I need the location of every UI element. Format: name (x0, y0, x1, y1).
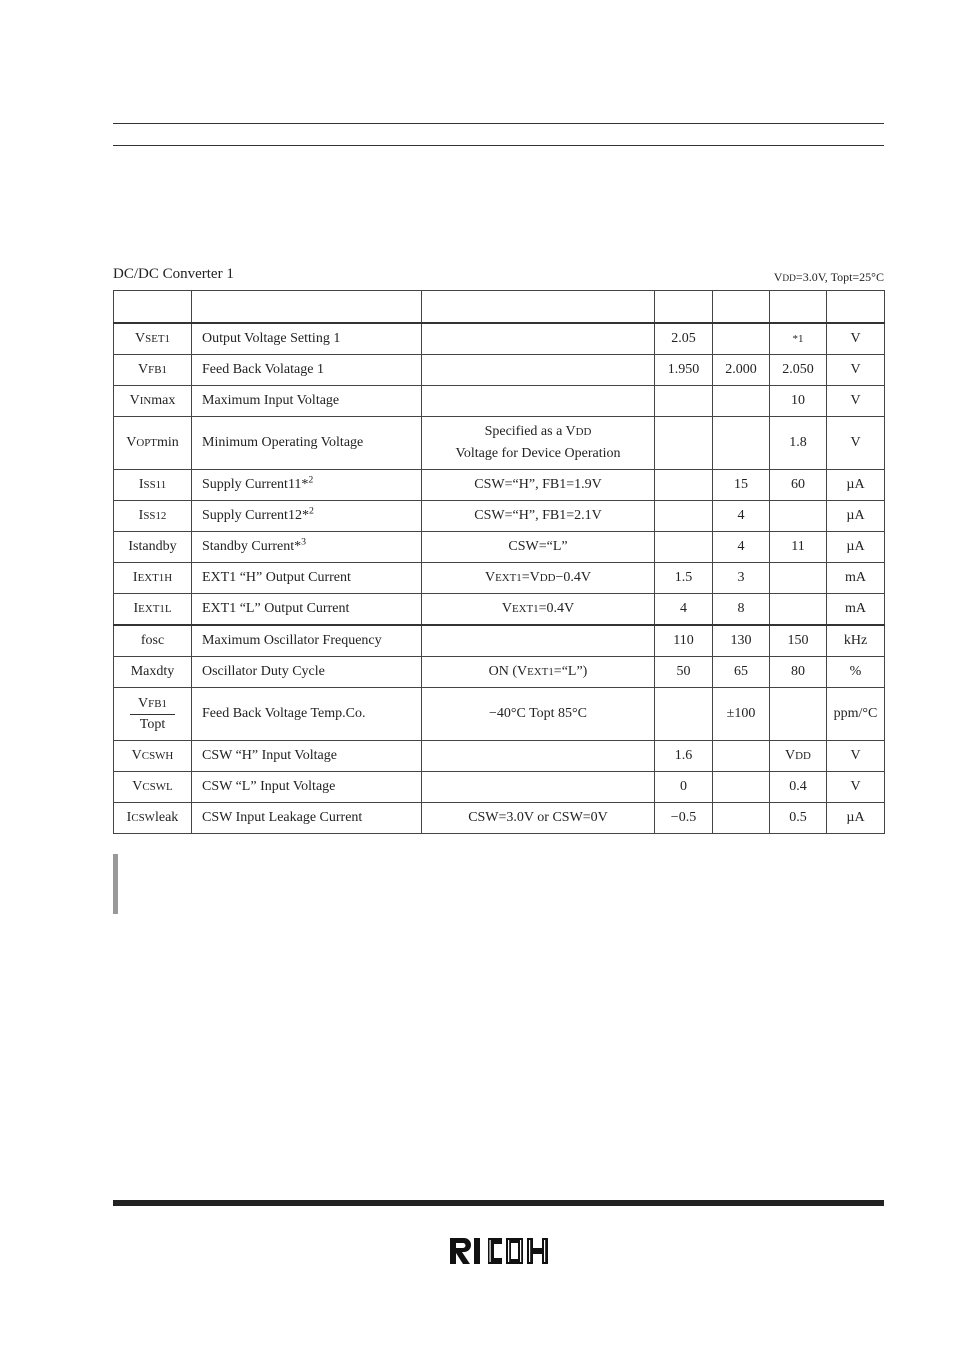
unit-cell: µA (827, 470, 885, 501)
typ-cell: ±100 (713, 688, 770, 741)
unit-cell: V (827, 355, 885, 386)
min-cell (655, 417, 713, 470)
max-cell: VDD (770, 741, 827, 772)
item-cell: CSW “L” Input Voltage (192, 772, 422, 803)
item-cell: Feed Back Volatage 1 (192, 355, 422, 386)
item-cell: Standby Current*$^3$ (192, 532, 422, 563)
header-unit (827, 291, 885, 324)
unit-cell: µA (827, 501, 885, 532)
unit-cell: µA (827, 803, 885, 834)
max-cell (770, 563, 827, 594)
table-row (114, 772, 885, 803)
table-row (114, 386, 885, 417)
min-cell: 1.950 (655, 355, 713, 386)
max-cell: 0.4 (770, 772, 827, 803)
symbol-fraction: $\frac{\text{VFB1}}{\text{Topt}}$ (130, 696, 175, 733)
typ-cell (713, 741, 770, 772)
table-row (114, 741, 885, 772)
unit-cell: V (827, 386, 885, 417)
min-cell: 1.6 (655, 741, 713, 772)
conditions-cell: CSW=“L” (422, 532, 655, 563)
header-typ (713, 291, 770, 324)
symbol-cell: IEXT1L (114, 594, 192, 626)
typ-cell: 3 (713, 563, 770, 594)
min-cell (655, 386, 713, 417)
symbol-cell: VSET1 (114, 323, 192, 355)
typ-cell (713, 323, 770, 355)
min-cell: 110 (655, 625, 713, 657)
item-cell: Feed Back Voltage Temp.Co. (192, 688, 422, 741)
max-cell: 0.5 (770, 803, 827, 834)
conditions-cell: CSW=“H”, FB1=2.1V (422, 501, 655, 532)
header-conditions (422, 291, 655, 324)
table-header-row (114, 291, 885, 324)
spec-table (113, 290, 885, 834)
symbol-cell: Maxdty (114, 657, 192, 688)
conditions-cell: VEXT1=0.4V (422, 594, 655, 626)
min-cell: 50 (655, 657, 713, 688)
max-cell: 80 (770, 657, 827, 688)
section-title: DC/DC Converter 1 (113, 266, 234, 282)
symbol-cell: ISS11 (114, 470, 192, 501)
item-cell: CSW Input Leakage Current (192, 803, 422, 834)
unit-cell: V (827, 417, 885, 470)
item-cell: Output Voltage Setting 1 (192, 323, 422, 355)
conditions-cell: −40°C Topt 85°C (422, 688, 655, 741)
min-cell (655, 688, 713, 741)
max-cell: 10 (770, 386, 827, 417)
max-cell: 1.8 (770, 417, 827, 470)
min-cell: 0 (655, 772, 713, 803)
conditions-cell (422, 323, 655, 355)
typ-cell: 4 (713, 501, 770, 532)
conditions-cell: ON (VEXT1=“L”) (422, 657, 655, 688)
unit-cell: V (827, 741, 885, 772)
max-cell: 150 (770, 625, 827, 657)
table-row (114, 355, 885, 386)
max-cell: 11 (770, 532, 827, 563)
header-max (770, 291, 827, 324)
symbol-cell: IEXT1H (114, 563, 192, 594)
conditions-cell (422, 741, 655, 772)
typ-cell: 130 (713, 625, 770, 657)
typ-cell: 4 (713, 532, 770, 563)
unit-cell: mA (827, 594, 885, 626)
item-cell: CSW “H” Input Voltage (192, 741, 422, 772)
min-cell (655, 532, 713, 563)
symbol-cell: ICSWleak (114, 803, 192, 834)
unit-cell: µA (827, 532, 885, 563)
symbol-cell (114, 688, 192, 741)
table-row (114, 625, 885, 657)
symbol-cell: VCSWH (114, 741, 192, 772)
test-conditions: VDD=3.0V, Topt=25°C (773, 270, 884, 284)
table-row (114, 657, 885, 688)
symbol-cell: VCSWL (114, 772, 192, 803)
unit-cell: mA (827, 563, 885, 594)
typ-cell: 2.000 (713, 355, 770, 386)
conditions-cell (422, 772, 655, 803)
unit-cell: ppm/°C (827, 688, 885, 741)
min-cell (655, 470, 713, 501)
symbol-cell: ISS12 (114, 501, 192, 532)
max-cell: *1 (770, 323, 827, 355)
conditions-cell: CSW=“H”, FB1=1.9V (422, 470, 655, 501)
item-cell: Supply Current11*$^2$ (192, 470, 422, 501)
typ-cell (713, 417, 770, 470)
unit-cell: V (827, 772, 885, 803)
unit-cell: % (827, 657, 885, 688)
min-cell (655, 501, 713, 532)
typ-cell: 8 (713, 594, 770, 626)
header-rule-top (113, 123, 884, 124)
table-row (114, 688, 885, 741)
header-item (192, 291, 422, 324)
section-marker-bar (113, 854, 118, 914)
typ-cell: 15 (713, 470, 770, 501)
table-row (114, 563, 885, 594)
table-row (114, 470, 885, 501)
table-row (114, 803, 885, 834)
item-cell: EXT1 “H” Output Current (192, 563, 422, 594)
table-row (114, 532, 885, 563)
conditions-cell (422, 386, 655, 417)
table-row (114, 323, 885, 355)
symbol-cell: Istandby (114, 532, 192, 563)
max-cell: 60 (770, 470, 827, 501)
header-rule-bottom (113, 145, 884, 146)
table-row (114, 417, 885, 470)
item-cell: Maximum Oscillator Frequency (192, 625, 422, 657)
typ-cell (713, 386, 770, 417)
min-cell: 4 (655, 594, 713, 626)
conditions-cell (422, 355, 655, 386)
max-cell: 2.050 (770, 355, 827, 386)
conditions-cell (422, 625, 655, 657)
conditions-cell: Specified as a VDD Voltage for Device Operation (422, 417, 655, 470)
item-cell: Supply Current12*$^2$ (192, 501, 422, 532)
symbol-cell: VFB1 (114, 355, 192, 386)
item-cell: Maximum Input Voltage (192, 386, 422, 417)
table-row (114, 501, 885, 532)
max-cell (770, 688, 827, 741)
svg-text:RICOH: RICOH (499, 1264, 503, 1265)
min-cell: −0.5 (655, 803, 713, 834)
item-cell: Minimum Operating Voltage (192, 417, 422, 470)
table-row (114, 594, 885, 626)
ricoh-logo (450, 1237, 548, 1265)
typ-cell (713, 772, 770, 803)
max-cell (770, 501, 827, 532)
unit-cell: kHz (827, 625, 885, 657)
min-cell: 1.5 (655, 563, 713, 594)
max-cell (770, 594, 827, 626)
typ-cell (713, 803, 770, 834)
item-cell: Oscillator Duty Cycle (192, 657, 422, 688)
header-min (655, 291, 713, 324)
header-symbol (114, 291, 192, 324)
conditions-cell: VEXT1=VDD−0.4V (422, 563, 655, 594)
typ-cell: 65 (713, 657, 770, 688)
conditions-cell: CSW=3.0V or CSW=0V (422, 803, 655, 834)
symbol-cell: VINmax (114, 386, 192, 417)
footer-rule (113, 1200, 884, 1206)
symbol-cell: VOPTmin (114, 417, 192, 470)
symbol-cell: fosc (114, 625, 192, 657)
item-cell: EXT1 “L” Output Current (192, 594, 422, 626)
min-cell: 2.05 (655, 323, 713, 355)
unit-cell: V (827, 323, 885, 355)
